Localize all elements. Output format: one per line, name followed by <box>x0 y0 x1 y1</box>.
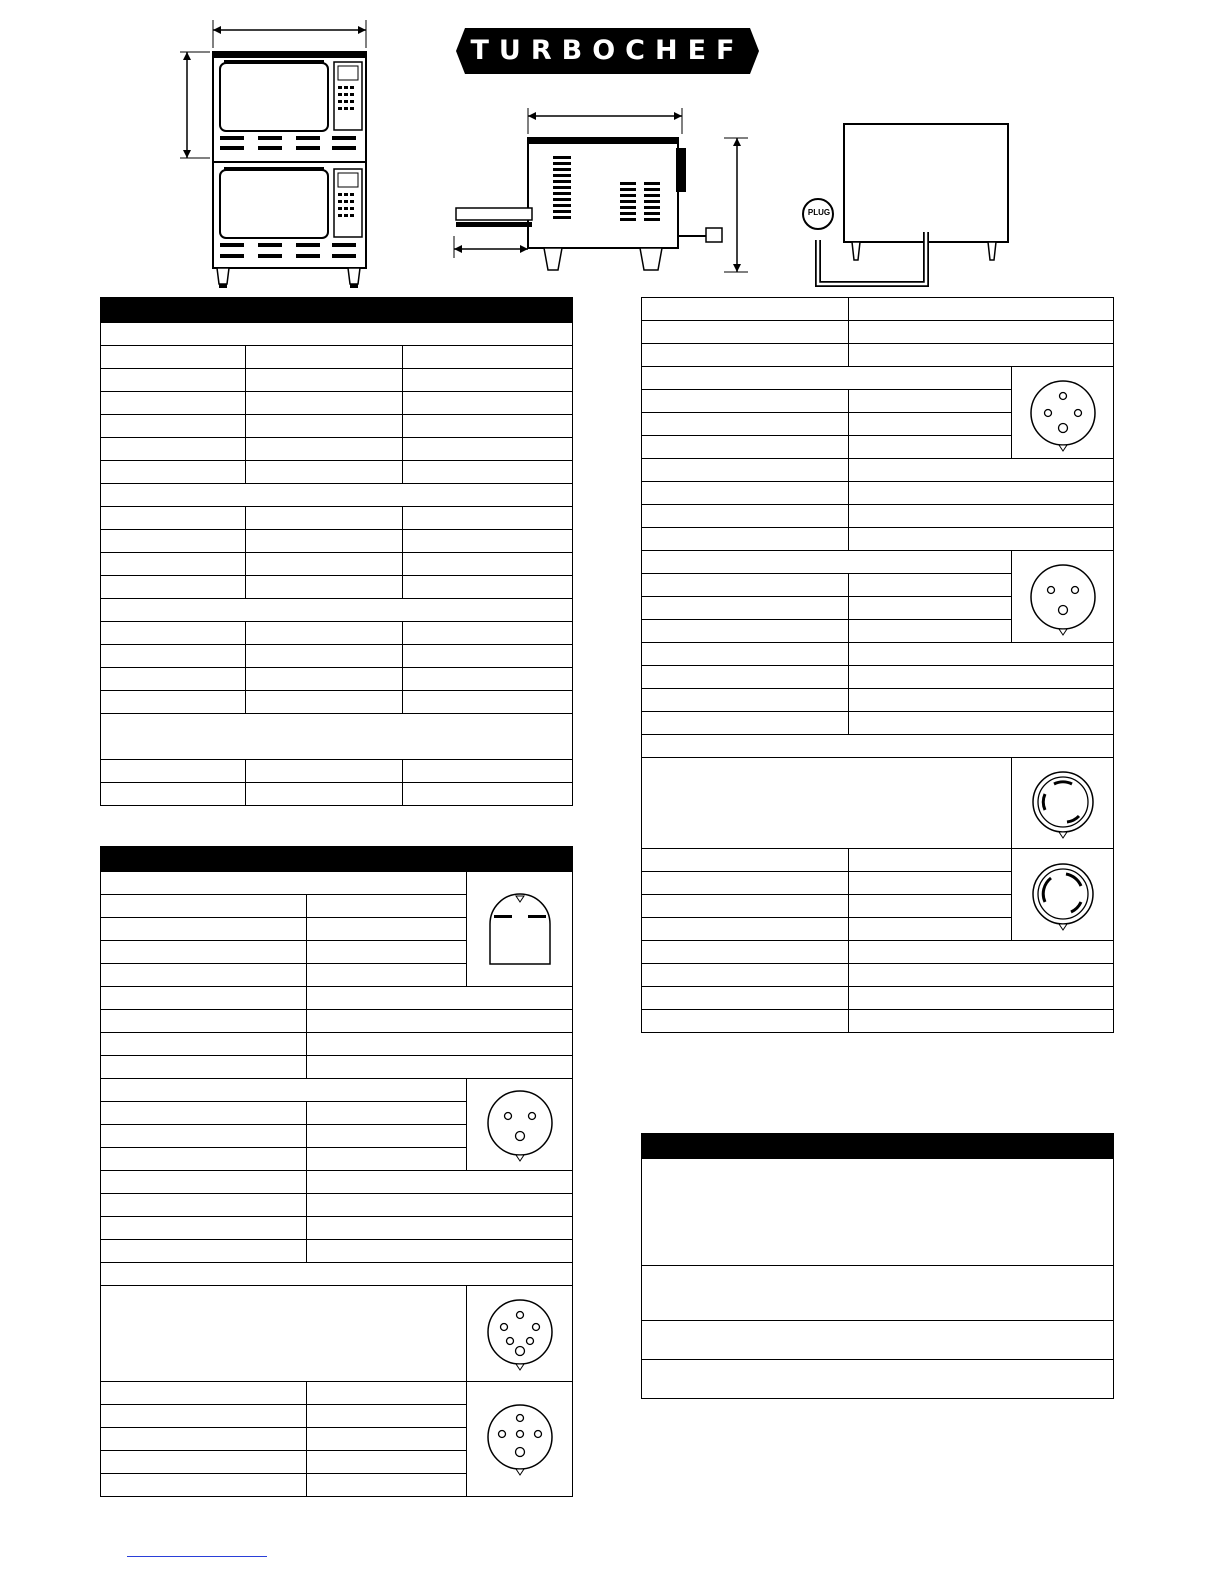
table-header <box>642 1134 1114 1159</box>
table-row <box>101 530 573 553</box>
logo-text: TURBOCHEF <box>470 35 745 66</box>
table-row <box>101 1010 573 1033</box>
section-row <box>101 1079 573 1102</box>
five-pin-round-plug-icon <box>480 1289 560 1379</box>
double-stack-oven-front-icon <box>180 18 380 293</box>
table-row <box>642 964 1114 987</box>
table-row <box>642 712 1114 735</box>
table-row <box>642 849 1114 872</box>
table-row <box>642 528 1114 551</box>
table-row <box>642 505 1114 528</box>
table-row <box>101 622 573 645</box>
plug-cell <box>1012 758 1114 849</box>
table-row <box>101 1217 573 1240</box>
section-row <box>642 551 1114 574</box>
nema-plug-icon <box>480 884 560 974</box>
table-row <box>642 1010 1114 1033</box>
note-row <box>101 714 573 760</box>
table-row <box>101 987 573 1010</box>
table-row <box>101 1194 573 1217</box>
note-row <box>642 1159 1114 1266</box>
section-row <box>642 367 1114 390</box>
three-pin-round-plug-icon <box>480 1080 560 1170</box>
note-row <box>642 1321 1114 1360</box>
table-row <box>101 1056 573 1079</box>
table-row <box>101 783 573 806</box>
table-header <box>101 298 573 323</box>
table-row <box>642 689 1114 712</box>
table-row <box>642 459 1114 482</box>
five-pin-round-plug-icon <box>480 1394 560 1484</box>
table-row <box>101 668 573 691</box>
oven-side-icon <box>448 106 758 281</box>
right-electrical-table <box>641 297 1114 1033</box>
table-row <box>642 344 1114 367</box>
table-row <box>101 645 573 668</box>
section-row <box>101 323 573 346</box>
note-row <box>642 758 1114 849</box>
table-row <box>642 941 1114 964</box>
right-notes-table <box>641 1133 1114 1399</box>
twist-lock-plug-icon <box>1023 758 1103 848</box>
table-row <box>101 576 573 599</box>
note-row <box>101 1286 573 1382</box>
section-row <box>101 1263 573 1286</box>
section-row <box>101 484 573 507</box>
note-row <box>642 1360 1114 1399</box>
table-row <box>101 369 573 392</box>
table-row <box>101 760 573 783</box>
table-header <box>101 847 573 872</box>
table-row <box>101 691 573 714</box>
plug-cell <box>467 1286 573 1382</box>
table-row <box>642 482 1114 505</box>
table-row <box>642 298 1114 321</box>
turbochef-logo <box>455 26 760 76</box>
table-row <box>101 1171 573 1194</box>
left-spec-table <box>100 297 573 806</box>
section-row <box>642 735 1114 758</box>
table-row <box>101 392 573 415</box>
table-row <box>642 987 1114 1010</box>
plug-cell <box>1012 849 1114 941</box>
table-row <box>101 346 573 369</box>
table-row <box>642 666 1114 689</box>
plug-cell <box>1012 551 1114 643</box>
section-row <box>101 599 573 622</box>
oven-plug-icon <box>800 120 1012 295</box>
table-row <box>101 415 573 438</box>
table-row <box>642 321 1114 344</box>
note-row <box>642 1266 1114 1321</box>
footer-link[interactable] <box>127 1556 267 1557</box>
table-row <box>101 1240 573 1263</box>
four-pin-round-plug-icon <box>1023 368 1103 458</box>
plug-cell <box>1012 367 1114 459</box>
table-row <box>101 438 573 461</box>
table-row <box>101 553 573 576</box>
three-pin-round-plug-icon <box>1023 552 1103 642</box>
table-row <box>101 1382 573 1405</box>
table-row <box>642 643 1114 666</box>
table-row <box>101 461 573 484</box>
left-electrical-table <box>100 846 573 1497</box>
table-row <box>101 507 573 530</box>
plug-cell <box>467 872 573 987</box>
twist-lock-plug-icon <box>1023 850 1103 940</box>
section-row <box>101 872 573 895</box>
table-row <box>101 1033 573 1056</box>
plug-label: PLUG <box>807 208 831 217</box>
plug-cell <box>467 1382 573 1497</box>
plug-cell <box>467 1079 573 1171</box>
